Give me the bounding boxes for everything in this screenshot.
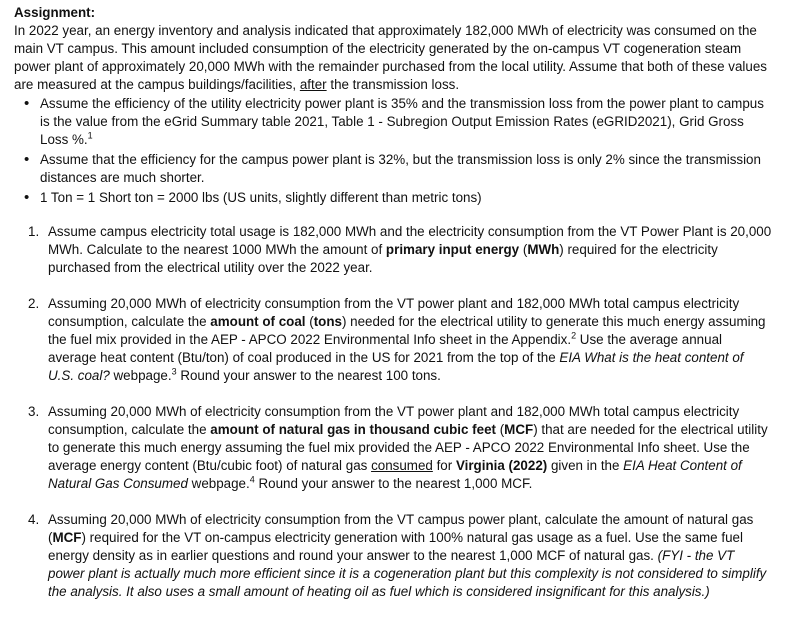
question-item [14, 511, 773, 601]
text-run: Round your answer to the nearest 1,000 MCF. [254, 476, 533, 491]
question-text [48, 403, 773, 493]
question-text [48, 295, 773, 385]
text-run: webpage. [109, 368, 172, 383]
text-run: Assuming 20,000 MWh of electricity consumption from the VT power plant and 182,000 MWh total campus electricity consumption, calculate the [48, 296, 740, 329]
assumption-text: Assume the efficiency of the utility electricity power plant is 35% and the transmission loss from the power plant to campus is the value from the eGrid Summary table 2021, Table 1 - Subregion Output Emission Rates (eGRID2021), Grid Gross Loss %. [40, 96, 764, 147]
text-run: Round your answer to the nearest 100 tons. [176, 368, 441, 383]
question-text [48, 223, 773, 277]
question-number: 3. [28, 404, 40, 419]
question-item [14, 223, 773, 277]
text-run: webpage. [187, 476, 250, 491]
bold-term: amount of natural gas in thousand cubic feet [210, 422, 496, 437]
bold-term: primary input energy [385, 242, 520, 257]
text-run: ) required for the VT on-campus electricity generation with 100% natural gas usage as a fuel. Use the same fuel energy density as in earlier questions and round your answer to the nearest 1,000 MCF of natural gas. [48, 530, 743, 563]
assumption-text: Assume that the efficiency for the campus power plant is 32%, but the transmission loss is only 2% since the transmission distances are much shorter. [40, 152, 761, 185]
text-run: ) required for the electricity purchased from the electrical utility over the 2022 year. [48, 242, 718, 275]
intro-text: In 2022 year, an energy inventory and analysis indicated that approximately 182,000 MWh of electricity was consumed on the main VT campus. This amount included consumption of the electricity generated by the on-campus VT cogeneration steam power plant of approximately 20,000 MWh with the remainder purchased from the local utility. Assume that both of these values are measured at the campus buildings/facilities, [14, 23, 767, 92]
question-item [14, 295, 773, 385]
assumption-item [40, 95, 773, 149]
bold-region: Virginia (2022) [455, 458, 548, 473]
bold-unit: MCF [52, 530, 82, 545]
question-number: 1. [28, 224, 40, 239]
text-run: ) needed for the electrical utility to generate this much energy assuming the fuel mix provided in the AEP - APCO 2022 Environmental Info sheet in the Appendix. [48, 314, 766, 347]
underlined-word: consumed [371, 458, 433, 473]
text-run: for [432, 458, 456, 473]
text-run: Assuming 20,000 MWh of electricity consumption from the VT power plant and 182,000 MWh total campus electricity consumption, calculate the [48, 404, 740, 437]
bold-unit: tons [313, 314, 342, 329]
bold-unit: MWh [527, 242, 560, 257]
italic-note: (FYI - the VT power plant is actually much more efficient since it is a cogeneration plant but this complexity is not considered to simplify the analysis. It also uses a small amount of heating oil as fuel which is considered insignificant for this analysis.) [48, 548, 767, 599]
assumption-text: 1 Ton = 1 Short ton = 2000 lbs (US units, slightly different than metric tons) [40, 190, 482, 205]
text-run: ( [305, 314, 314, 329]
assumption-list [14, 95, 773, 207]
intro-paragraph [14, 22, 773, 94]
question-number: 2. [28, 296, 40, 311]
intro-underlined-word: after [299, 77, 327, 92]
text-run: ( [519, 242, 528, 257]
italic-source-title: EIA What is the heat content of U.S. coal? [48, 350, 744, 383]
question-text [48, 511, 773, 601]
bold-unit: MCF [504, 422, 534, 437]
intro-text-end: the transmission loss. [326, 77, 460, 92]
assumption-item [40, 189, 773, 207]
text-run: ( [495, 422, 505, 437]
text-run: Assuming 20,000 MWh of electricity consumption from the VT campus power plant, calculate the amount of natural gas ( [48, 512, 754, 545]
question-number: 4. [28, 512, 40, 527]
footnote-ref: 1 [87, 130, 93, 141]
bold-term: amount of coal [210, 314, 306, 329]
assumption-item [40, 151, 773, 187]
text-run: ) that are needed for the electrical utility to generate this much energy assuming the fuel mix provided the AEP - APCO 2022 Environmental Info sheet. Use the average energy content (Btu/cubic foot) of natural gas [48, 422, 768, 473]
question-list [14, 223, 773, 601]
question-item [14, 403, 773, 493]
text-run: given in the [547, 458, 624, 473]
footnote-ref: 4 [249, 474, 255, 485]
assignment-heading: Assignment: [14, 5, 96, 20]
text-run: Assume campus electricity total usage is 182,000 MWh and the electricity consumption from the VT Power Plant is 20,000 MWh. Calculate to the nearest 1000 MWh the amount of [48, 224, 772, 257]
text-run: Use the average annual average heat content (Btu/ton) of coal produced in the US for 2021 from the top of the [48, 332, 722, 365]
footnote-ref: 3 [171, 366, 177, 377]
italic-source-title: EIA Heat Content of Natural Gas Consumed [48, 458, 742, 491]
footnote-ref: 2 [571, 330, 577, 341]
